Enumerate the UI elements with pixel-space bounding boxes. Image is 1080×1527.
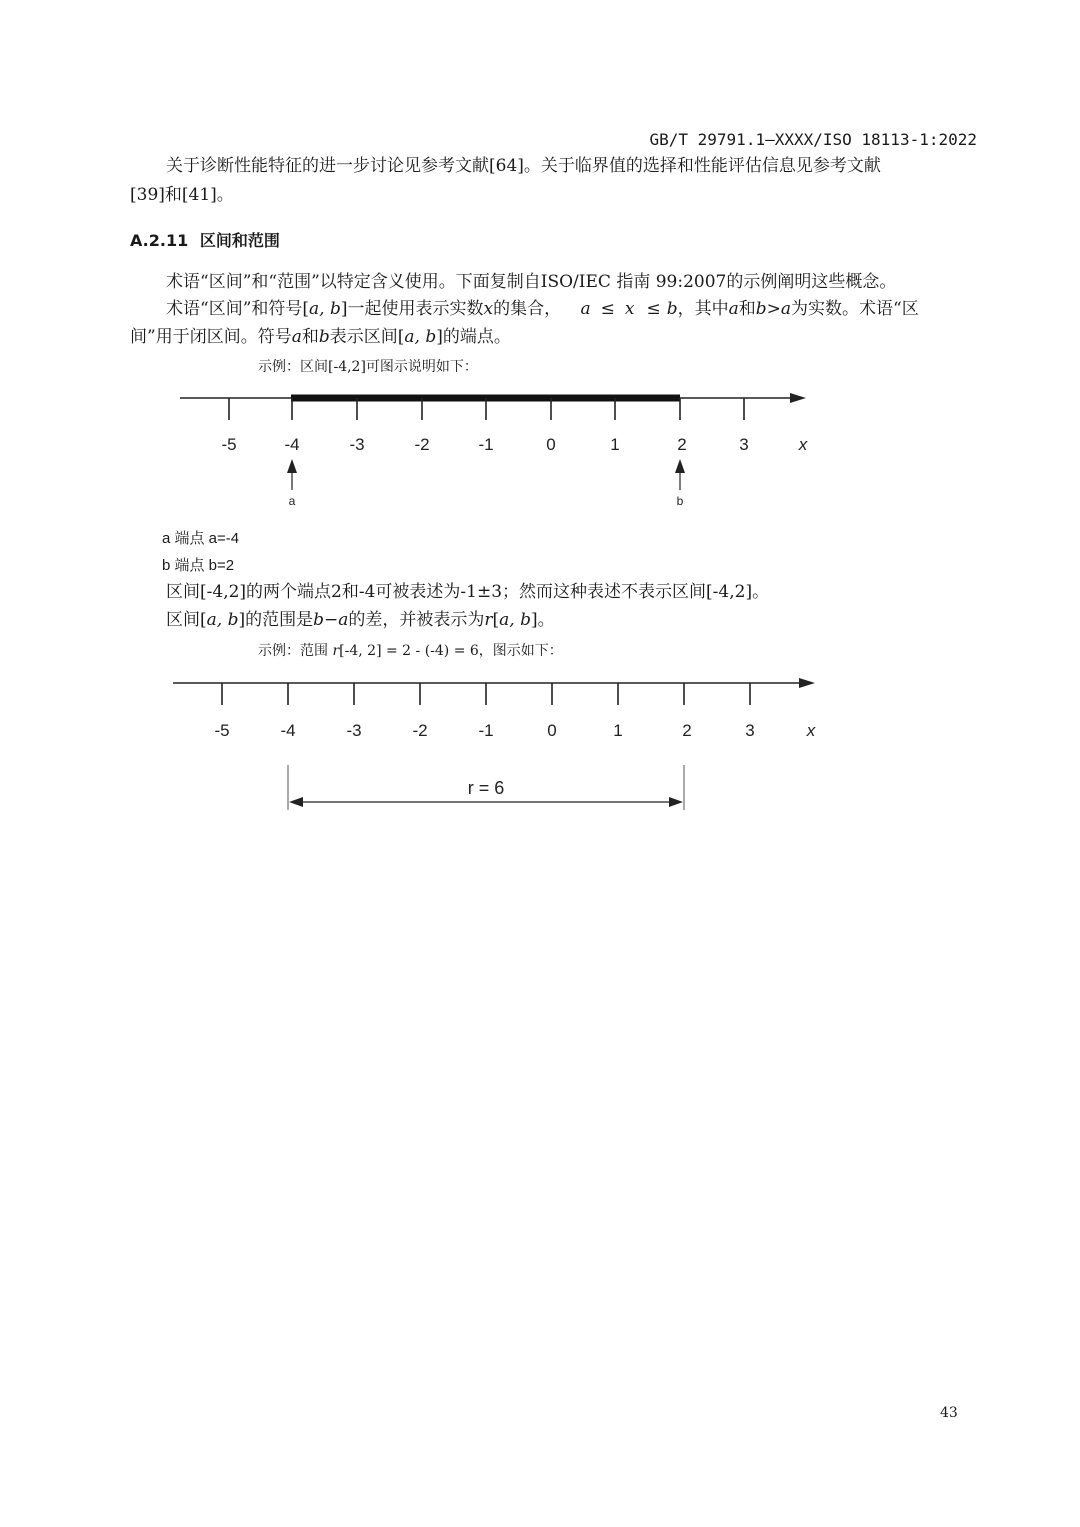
text-run: 间”用于闭区间。符号	[130, 327, 292, 347]
axis-label: x	[798, 435, 808, 454]
example-caption: 示例：区间[-4,2]可图示说明如下：	[258, 359, 478, 375]
legend-item: b 端点 b=2	[162, 557, 235, 574]
text-run: 的差，并被表示为	[348, 610, 485, 630]
tick-label: -4	[280, 721, 296, 740]
tick-label: 1	[613, 721, 623, 740]
text-run: ]的范围是	[238, 610, 314, 630]
axis-label: x	[806, 721, 816, 740]
symbol: r	[484, 610, 493, 630]
text-run: ]。	[531, 610, 555, 630]
symbol: a	[580, 299, 591, 319]
marker-label: b	[676, 494, 684, 508]
axis-arrowhead	[790, 393, 806, 403]
endpoint-marker-b	[675, 459, 685, 508]
section-title: 区间和范围	[199, 231, 280, 250]
tick-label: -2	[412, 721, 428, 740]
tick-label: -3	[349, 435, 365, 454]
section-heading	[130, 228, 280, 251]
tick-label: 3	[739, 435, 749, 454]
tick-label: -3	[346, 721, 362, 740]
range-figure	[0, 665, 1080, 820]
paragraph-line: [39]和[41]。	[130, 185, 234, 205]
paragraph-line: 关于诊断性能特征的进一步讨论见参考文献[64]。关于临界值的选择和性能评估信息见参考文献	[166, 156, 881, 176]
symbol: >	[766, 299, 781, 319]
marker-label: a	[288, 494, 296, 508]
symbol: x	[624, 299, 635, 319]
section-number: A.2.11	[130, 231, 189, 250]
symbol: b	[318, 327, 330, 347]
symbol: a	[291, 327, 302, 347]
symbol: −	[324, 610, 339, 630]
text-run: [-4, 2] = 2 - (-4) = 6，图示如下：	[339, 643, 563, 659]
tick-label: -1	[478, 721, 494, 740]
text-run: 的集合，	[493, 299, 562, 319]
tick-label: 2	[677, 435, 687, 454]
legend-item: a 端点 a=-4	[162, 530, 240, 547]
text-run: 和	[301, 327, 319, 347]
symbol: b	[666, 299, 678, 319]
symbol: a, b	[206, 610, 239, 630]
tick-label: -4	[284, 435, 300, 454]
page-number: 43	[940, 1405, 958, 1421]
paragraph-line	[166, 295, 919, 323]
paragraph-line	[166, 606, 555, 634]
text-run: 和	[738, 299, 756, 319]
tick-label: 1	[610, 435, 620, 454]
tick-label: -1	[478, 435, 494, 454]
example-caption	[258, 640, 563, 660]
tick-label: -5	[221, 435, 237, 454]
symbol: x	[483, 299, 494, 319]
paragraph-line	[130, 323, 511, 351]
symbol: b	[755, 299, 767, 319]
symbol: a, b	[404, 327, 437, 347]
text-run: 术语“区间”和符号[	[166, 299, 310, 319]
paragraph-line: 区间[-4,2]的两个端点2和-4可被表述为-1±3；然而这种表述不表示区间[-4,2]。	[166, 582, 770, 602]
symbol: a	[338, 610, 349, 630]
text-run: 表示区间[	[329, 327, 405, 347]
symbol: b	[313, 610, 324, 630]
text-run: 区间[	[166, 610, 207, 630]
text-run: ]的端点。	[436, 327, 511, 347]
symbol: r	[332, 643, 340, 659]
tick-label: 0	[547, 721, 557, 740]
range-label: r = 6	[467, 778, 505, 798]
tick-label: -2	[414, 435, 430, 454]
text-run: 为实数。术语“区	[791, 299, 919, 319]
axis-arrowhead	[799, 678, 815, 688]
text-run: [	[492, 610, 500, 630]
text-run: 示例：范围	[258, 643, 333, 659]
tick-marks	[222, 683, 750, 705]
arrow-up-icon	[287, 459, 297, 473]
endpoint-marker-a	[287, 459, 297, 508]
tick-label: -5	[214, 721, 230, 740]
arrow-left-icon	[289, 797, 303, 807]
tick-label: 3	[745, 721, 755, 740]
tick-label: 0	[546, 435, 556, 454]
interval-figure	[0, 380, 1080, 520]
symbol: a	[728, 299, 739, 319]
symbol: ≤	[646, 299, 661, 319]
tick-label: 2	[682, 721, 692, 740]
text-run: ，其中	[677, 299, 729, 319]
paragraph-line: 术语“区间”和“范围”以特定含义使用。下面复制自ISO/IEC 指南 99:2007的示例阐明这些概念。	[166, 272, 897, 292]
text-run: ]一起使用表示实数	[340, 299, 484, 319]
document-code-header: GB/T 29791.1—XXXX/ISO 18113-1:2022	[649, 130, 977, 149]
symbol: a, b	[499, 610, 531, 630]
range-dimension	[288, 765, 684, 810]
symbol: ≤	[600, 299, 615, 319]
symbol: a	[780, 299, 792, 319]
arrow-right-icon	[669, 797, 683, 807]
symbol: a, b	[309, 299, 341, 319]
arrow-up-icon	[675, 459, 685, 473]
